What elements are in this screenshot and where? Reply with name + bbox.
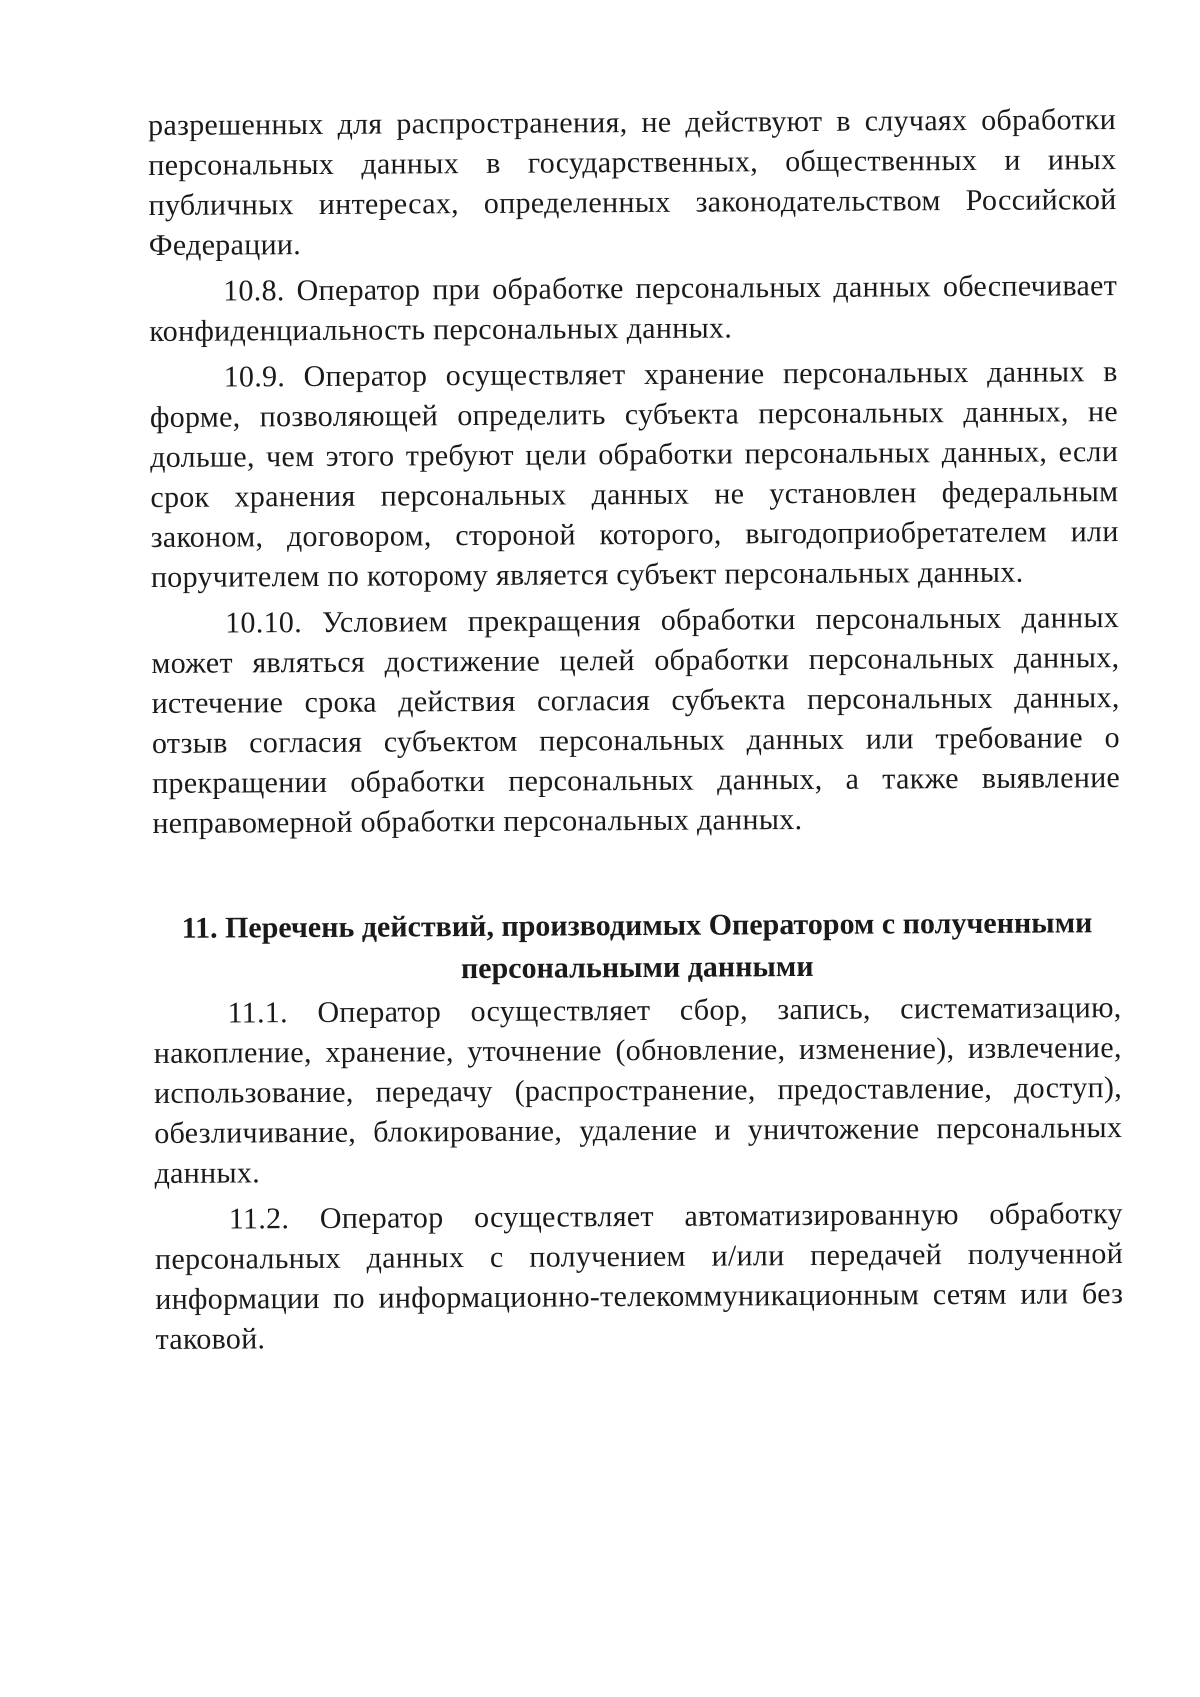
paragraph-10-9: 10.9. Оператор осуществляет хранение персональных данных в форме, позволяющей определить субъекта персональных данных, не дольше, чем этого требуют цели обработки персональных данных, если срок хранения персональных данных не установлен федеральным законом, договором, стороной которого, выгодоприобретателем или поручителем по которому является субъект персональных данных. — [149, 355, 1119, 594]
section-11-heading: 11. Перечень действий, производимых Оператором с полученными персональными данными — [181, 906, 1093, 986]
paragraph-11-1: 11.1. Оператор осуществляет сбор, запись, систематизацию, накопление, хранение, уточнение (обновление, изменение), извлечение, использование, передачу (распространение, предоставление, доступ), обезличивание, блокирование, удаление и уничтожение персональных данных. — [153, 991, 1123, 1190]
paragraph-11-2: 11.2. Оператор осуществляет автоматизированную обработку персональных данных с получением и/или передачей полученной информации по информационно-телекоммуникационным сетям или без таковой. — [154, 1197, 1124, 1356]
paragraph-10-10: 10.10. Условием прекращения обработки персональных данных может являться достижение целей обработки персональных данных, истечение срока действия согласия субъекта персональных данных, отзыв согласия субъектом персональных данных или требование о прекращении обработки персональных данных, а также выявление неправомерной обработки персональных данных. — [151, 601, 1121, 840]
paragraph-10-8: 10.8. Оператор при обработке персональных данных обеспечивает конфиденциальность персональных данных. — [149, 269, 1118, 348]
paragraph-continuation: разрешенных для распространения, не действуют в случаях обработки персональных данных в государственных, общественных и иных публичных интересах, определенных законодательством Российской Федерации. — [148, 103, 1117, 262]
document-body — [148, 100, 1124, 1360]
